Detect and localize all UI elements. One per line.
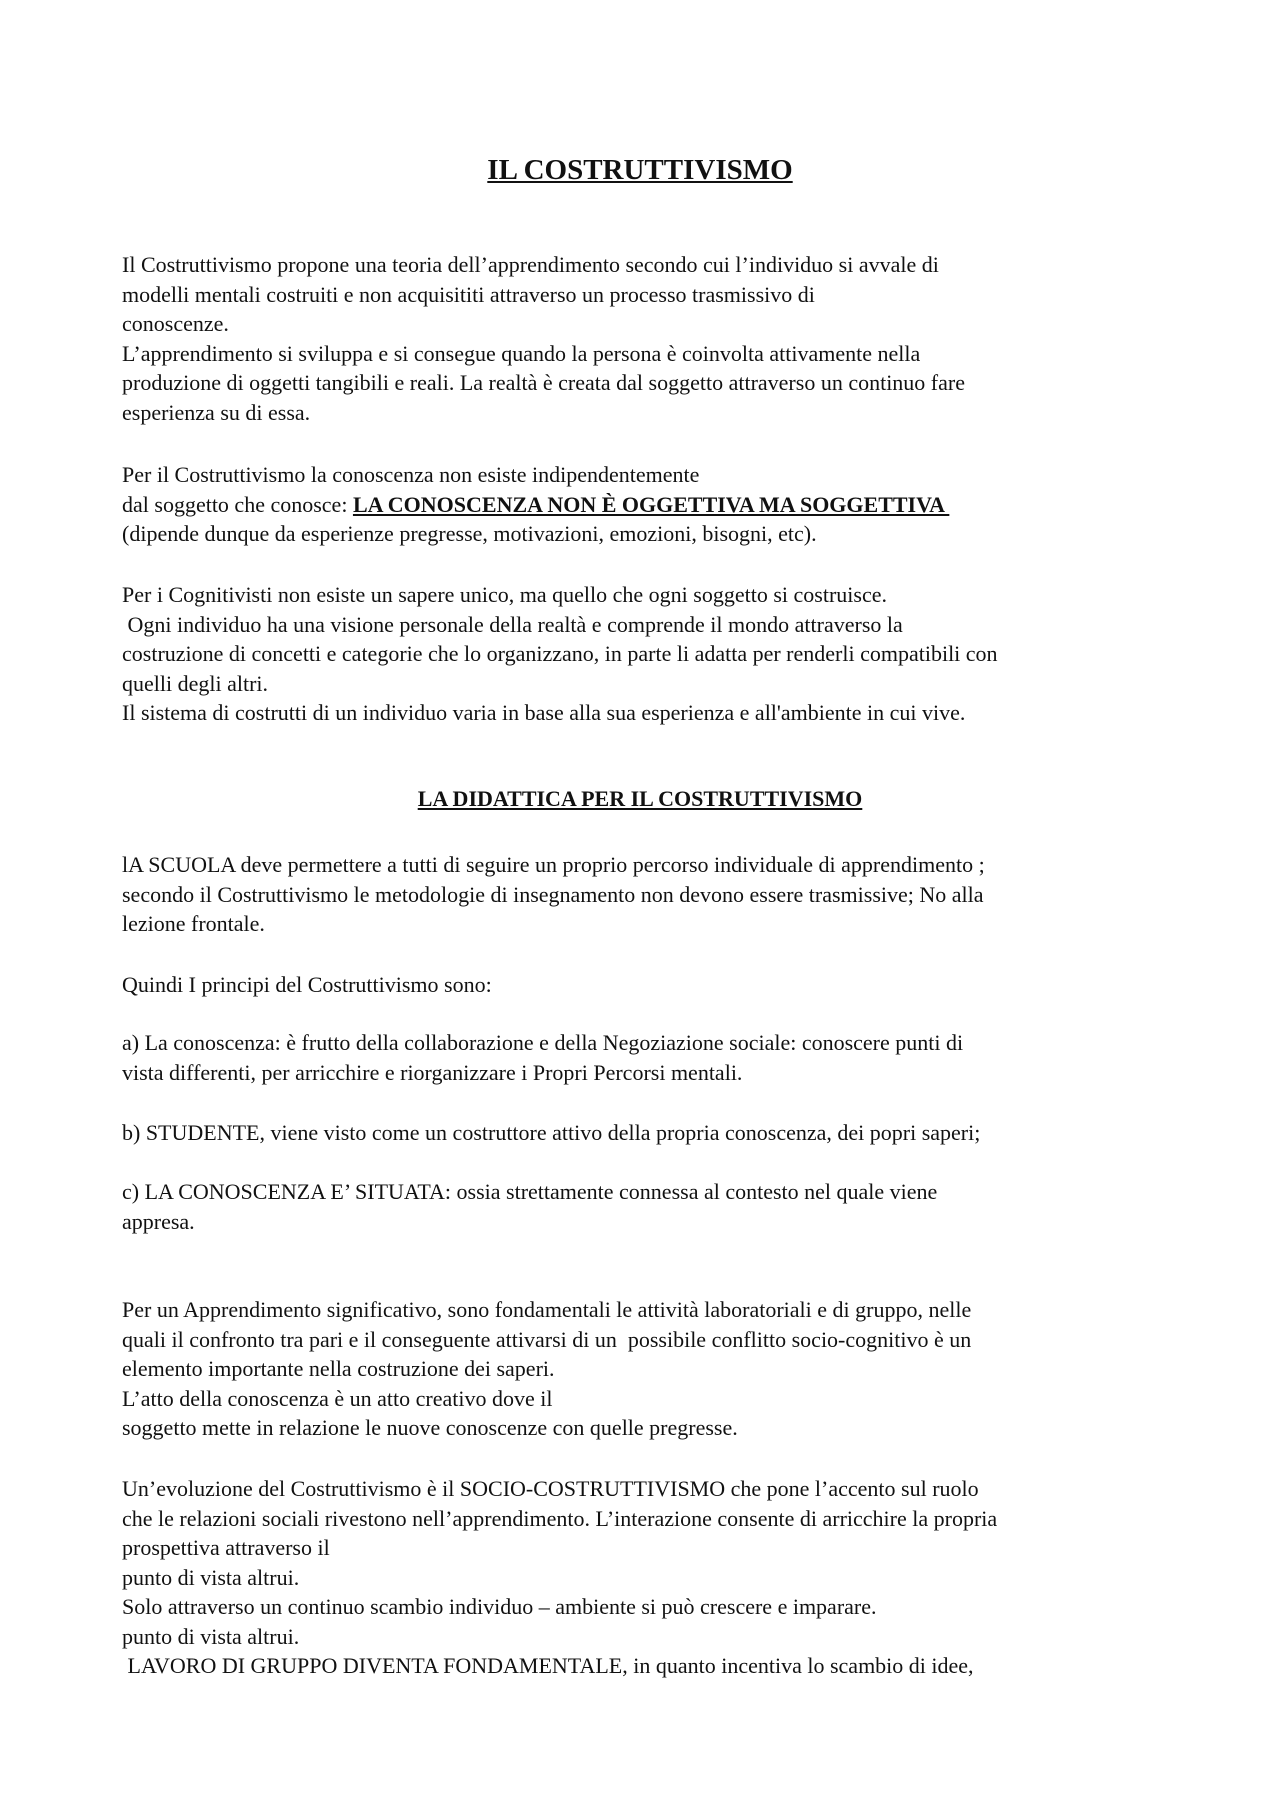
- text-line: a) La conoscenza: è frutto della collaborazione e della Negoziazione sociale: conoscere punti di: [122, 1030, 964, 1055]
- text-line: [122, 490, 1182, 520]
- text-line: secondo il Costruttivismo le metodologie di insegnamento non devono essere trasmissive; No alla: [122, 881, 984, 907]
- text-line: lezione frontale.: [122, 911, 265, 936]
- text-line: appresa.: [122, 1208, 195, 1234]
- knowledge-paragraph: [122, 460, 1182, 549]
- text-line: conoscenze.: [122, 311, 229, 336]
- text-line: esperienza su di essa.: [122, 399, 311, 425]
- text-line: c) LA CONOSCENZA E’ SITUATA: ossia strettamente connessa al contesto nel quale viene: [122, 1179, 938, 1204]
- page-title: IL COSTRUTTIVISMO: [487, 154, 793, 186]
- text-line: Un’evoluzione del Costruttivismo è il SOCIO-COSTRUTTIVISMO che pone l’accento sul ruolo: [122, 1476, 979, 1501]
- text-line: quali il confronto tra pari e il conseguente attivarsi di un possibile conflitto socio-cognitivo è un: [122, 1326, 972, 1352]
- intro-paragraph: [122, 250, 1182, 427]
- text-line: LAVORO DI GRUPPO DIVENTA FONDAMENTALE, in quanto incentiva lo scambio di idee,: [122, 1653, 974, 1678]
- principle-b: [122, 1118, 1182, 1148]
- principles-intro: [122, 970, 1182, 1000]
- emphasis-text: LA CONOSCENZA NON È OGGETTIVA MA SOGGETTIVA: [352, 491, 950, 517]
- text-line: (dipende dunque da esperienze pregresse, motivazioni, emozioni, bisogni, etc).: [122, 521, 817, 546]
- text-line: Il Costruttivismo propone una teoria dell’apprendimento secondo cui l’individuo si avvale di: [122, 252, 939, 277]
- section-title: LA DIDATTICA PER IL COSTRUTTIVISMO: [417, 786, 863, 811]
- text-line: elemento importante nella costruzione dei saperi.: [122, 1356, 555, 1381]
- text-line: Per i Cognitivisti non esiste un sapere unico, ma quello che ogni soggetto si costruisce.: [122, 582, 887, 607]
- text-line: L’atto della conoscenza è un atto creativo dove il: [122, 1385, 553, 1411]
- text-line: soggetto mette in relazione le nuove conoscenze con quelle pregresse.: [122, 1415, 738, 1440]
- meaningful-learning-paragraph: [122, 1295, 1182, 1443]
- text-line: L’apprendimento si sviluppa e si consegue quando la persona è coinvolta attivamente nella: [122, 340, 921, 366]
- cognitivists-paragraph: [122, 580, 1182, 728]
- text-line: produzione di oggetti tangibili e reali. La realtà è creata dal soggetto attraverso un continuo fare: [122, 370, 965, 395]
- text-segment: dal soggetto che conosce:: [122, 491, 353, 517]
- text-line: quelli degli altri.: [122, 670, 269, 696]
- text-line: lA SCUOLA deve permettere a tutti di seguire un proprio percorso individuale di apprendimento ;: [122, 852, 985, 877]
- text-line: punto di vista altrui.: [122, 1623, 300, 1649]
- text-line: Il sistema di costrutti di un individuo varia in base alla sua esperienza e all'ambiente in cui vive.: [122, 700, 966, 725]
- socio-constructivism-paragraph: [122, 1474, 1182, 1681]
- principle-a: [122, 1028, 1182, 1087]
- principle-c: [122, 1177, 1182, 1236]
- text-line: prospettiva attraverso il: [122, 1535, 330, 1560]
- text-line: Ogni individuo ha una visione personale della realtà e comprende il mondo attraverso la: [122, 611, 903, 637]
- text-line: modelli mentali costruiti e non acquisititi attraverso un processo trasmissivo di: [122, 281, 815, 307]
- text-line: Per un Apprendimento significativo, sono fondamentali le attività laboratoriali e di gruppo, nelle: [122, 1297, 972, 1322]
- text-line: che le relazioni sociali rivestono nell’apprendimento. L’interazione consente di arricchire la propria: [122, 1505, 998, 1531]
- text-line: punto di vista altrui.: [122, 1564, 300, 1590]
- text-line: Per il Costruttivismo la conoscenza non esiste indipendentemente: [122, 462, 700, 487]
- text-line: Solo attraverso un continuo scambio individuo – ambiente si può crescere e imparare.: [122, 1594, 877, 1619]
- text-line: b) STUDENTE, viene visto come un costruttore attivo della propria conoscenza, dei popri saperi;: [122, 1120, 981, 1145]
- text-line: Quindi I principi del Costruttivismo sono:: [122, 972, 492, 997]
- school-paragraph: [122, 850, 1182, 939]
- text-line: vista differenti, per arricchire e riorganizzare i Propri Percorsi mentali.: [122, 1059, 743, 1085]
- text-line: costruzione di concetti e categorie che lo organizzano, in parte li adatta per renderli compatibili con: [122, 641, 998, 666]
